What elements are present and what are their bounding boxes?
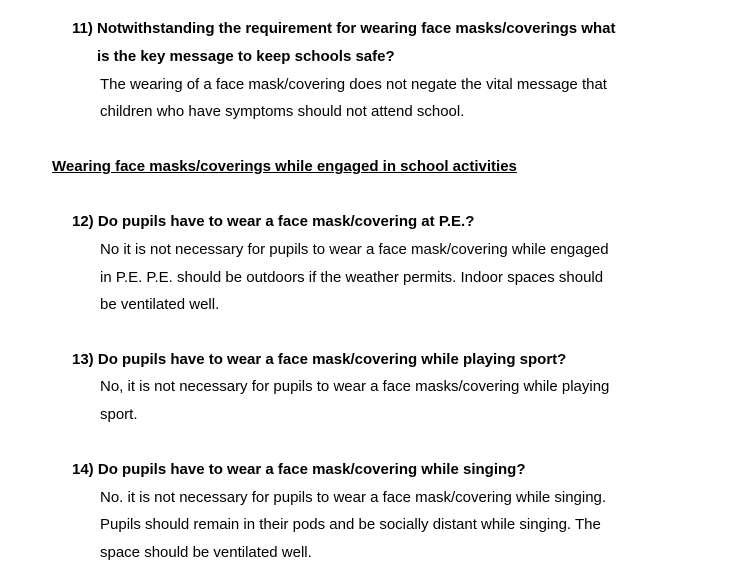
q12-question-text: Do pupils have to wear a face mask/covering at P.E.?: [97, 213, 475, 230]
q13-number: 13): [72, 351, 94, 368]
q11-question-text: Notwithstanding the requirement for wearing face masks/coverings what: [97, 20, 616, 37]
q12-question: [72, 212, 474, 232]
q12-answer-line1: No it is not necessary for pupils to wear a face mask/covering while engaged: [100, 241, 609, 258]
q14-question-text: Do pupils have to wear a face mask/covering while singing?: [97, 461, 526, 478]
q13-answer-line1: No, it is not necessary for pupils to wear a face masks/covering while playing: [100, 378, 610, 395]
q13-question: [72, 350, 566, 370]
q13-question-text: Do pupils have to wear a face mask/covering while playing sport?: [97, 351, 567, 368]
q14-question: [72, 460, 525, 480]
q14-answer-line1: No. it is not necessary for pupils to wear a face mask/covering while singing.: [100, 489, 607, 506]
q14-answer-line3: space should be ventilated well.: [100, 544, 312, 561]
section-heading: Wearing face masks/coverings while engaged in school activities: [52, 158, 517, 175]
q12-answer-line3: be ventilated well.: [100, 296, 220, 313]
q11-answer-line1: The wearing of a face mask/covering does not negate the vital message that: [100, 76, 607, 93]
q11-number: 11): [72, 20, 93, 37]
q14-number: 14): [72, 461, 94, 478]
q14-answer-line2: Pupils should remain in their pods and be socially distant while singing. The: [100, 516, 601, 533]
q12-number: 12): [72, 213, 94, 230]
q13-answer-line2: sport.: [100, 406, 138, 423]
q11-answer-line2: children who have symptoms should not attend school.: [100, 103, 465, 120]
q11-question-line2: is the key message to keep schools safe?: [97, 48, 395, 65]
q11-question-line1: [72, 19, 615, 39]
q12-answer-line2: in P.E. P.E. should be outdoors if the weather permits. Indoor spaces should: [100, 269, 604, 286]
